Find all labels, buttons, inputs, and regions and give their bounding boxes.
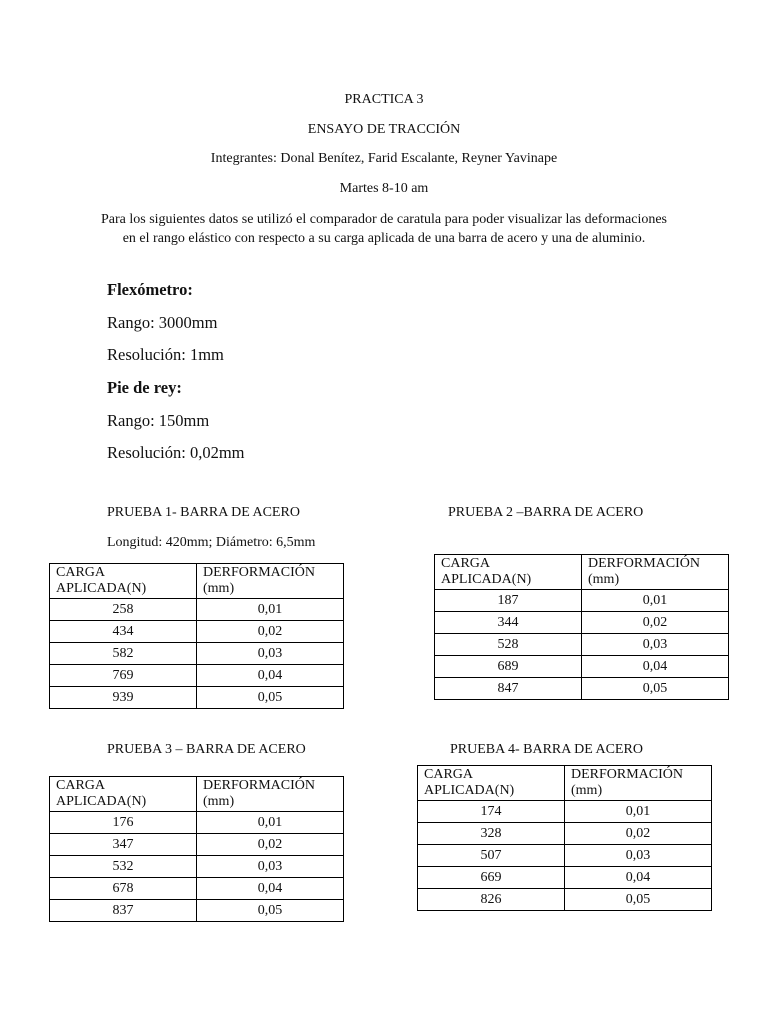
deformation-cell: 0,03 — [197, 856, 344, 878]
members-line: Integrantes: Donal Benítez, Farid Escalante, Reyner Yavinape — [210, 151, 558, 166]
test-4-table — [417, 765, 712, 911]
load-cell: 258 — [50, 599, 197, 621]
deformation-cell: 0,03 — [582, 634, 729, 656]
test-2-title: PRUEBA 2 –BARRA DE ACERO — [448, 505, 644, 520]
deformation-cell: 0,04 — [582, 656, 729, 678]
deformation-cell: 0,04 — [197, 665, 344, 687]
load-column-header: CARGA APLICADA(N) — [418, 766, 565, 801]
flexometro-resolution: Resolución: 1mm — [107, 345, 224, 364]
deformation-cell: 0,05 — [582, 678, 729, 700]
schedule-line: Martes 8-10 am — [339, 181, 429, 196]
load-cell: 826 — [418, 889, 565, 911]
test-2-table — [434, 554, 729, 700]
load-cell: 434 — [50, 621, 197, 643]
load-cell: 344 — [435, 612, 582, 634]
table-row — [418, 889, 712, 911]
table-row — [418, 845, 712, 867]
table-row — [418, 823, 712, 845]
deformation-cell: 0,01 — [582, 590, 729, 612]
table-row — [50, 599, 344, 621]
load-cell: 769 — [50, 665, 197, 687]
deformation-column-header: DERFORMACIÓN (mm) — [197, 564, 344, 599]
deformation-cell: 0,05 — [565, 889, 712, 911]
load-column-header: CARGA APLICADA(N) — [435, 555, 582, 590]
deformation-cell: 0,03 — [565, 845, 712, 867]
deformation-cell: 0,01 — [197, 812, 344, 834]
intro-paragraph: Para los siguientes datos se utilizó el comparador de caratula para poder visualizar las deformaciones en el rango elástico con respecto a su carga aplicada de una barra de acero y una de aluminio. — [100, 212, 667, 246]
table-row — [50, 900, 344, 922]
load-cell: 939 — [50, 687, 197, 709]
load-cell: 678 — [50, 878, 197, 900]
load-cell: 582 — [50, 643, 197, 665]
deformation-cell: 0,01 — [565, 801, 712, 823]
load-column-header: CARGA APLICADA(N) — [50, 564, 197, 599]
test-3-table — [49, 776, 344, 922]
load-cell: 837 — [50, 900, 197, 922]
load-cell: 347 — [50, 834, 197, 856]
flexometro-range: Rango: 3000mm — [107, 313, 218, 332]
pie-de-rey-range: Rango: 150mm — [107, 411, 210, 430]
test-3-title: PRUEBA 3 – BARRA DE ACERO — [107, 742, 306, 757]
deformation-cell: 0,02 — [197, 834, 344, 856]
test-1-specimen-note: Longitud: 420mm; Diámetro: 6,5mm — [107, 535, 316, 550]
test-4-title: PRUEBA 4- BARRA DE ACERO — [450, 742, 643, 757]
deformation-column-header: DERFORMACIÓN (mm) — [565, 766, 712, 801]
pie-de-rey-heading: Pie de rey: — [107, 378, 182, 397]
deformation-cell: 0,01 — [197, 599, 344, 621]
load-cell: 689 — [435, 656, 582, 678]
table-row — [50, 687, 344, 709]
table-row — [435, 612, 729, 634]
load-cell: 532 — [50, 856, 197, 878]
load-column-header: CARGA APLICADA(N) — [50, 777, 197, 812]
table-row — [50, 834, 344, 856]
deformation-cell: 0,02 — [582, 612, 729, 634]
load-cell: 507 — [418, 845, 565, 867]
test-1-table — [49, 563, 344, 709]
load-cell: 174 — [418, 801, 565, 823]
table-header-row — [50, 777, 344, 812]
load-cell: 187 — [435, 590, 582, 612]
table-row — [50, 643, 344, 665]
table-row — [50, 621, 344, 643]
table-row — [435, 634, 729, 656]
table-header-row — [418, 766, 712, 801]
deformation-cell: 0,04 — [197, 878, 344, 900]
table-row — [50, 812, 344, 834]
table-header-row — [435, 555, 729, 590]
table-header-row — [50, 564, 344, 599]
table-row — [418, 867, 712, 889]
deformation-column-header: DERFORMACIÓN (mm) — [197, 777, 344, 812]
table-row — [418, 801, 712, 823]
deformation-cell: 0,05 — [197, 900, 344, 922]
test-1-title: PRUEBA 1- BARRA DE ACERO — [107, 505, 300, 520]
deformation-cell: 0,02 — [197, 621, 344, 643]
deformation-cell: 0,05 — [197, 687, 344, 709]
table-row — [435, 678, 729, 700]
table-row — [50, 878, 344, 900]
deformation-column-header: DERFORMACIÓN (mm) — [582, 555, 729, 590]
deformation-cell: 0,03 — [197, 643, 344, 665]
table-row — [50, 665, 344, 687]
flexometro-heading: Flexómetro: — [107, 280, 193, 299]
deformation-cell: 0,04 — [565, 867, 712, 889]
deformation-cell: 0,02 — [565, 823, 712, 845]
table-row — [50, 856, 344, 878]
load-cell: 669 — [418, 867, 565, 889]
load-cell: 528 — [435, 634, 582, 656]
pie-de-rey-resolution: Resolución: 0,02mm — [107, 443, 245, 462]
load-cell: 847 — [435, 678, 582, 700]
load-cell: 176 — [50, 812, 197, 834]
load-cell: 328 — [418, 823, 565, 845]
table-row — [435, 656, 729, 678]
document-title: PRACTICA 3 — [344, 92, 424, 107]
document-subtitle: ENSAYO DE TRACCIÓN — [307, 122, 461, 137]
table-row — [435, 590, 729, 612]
